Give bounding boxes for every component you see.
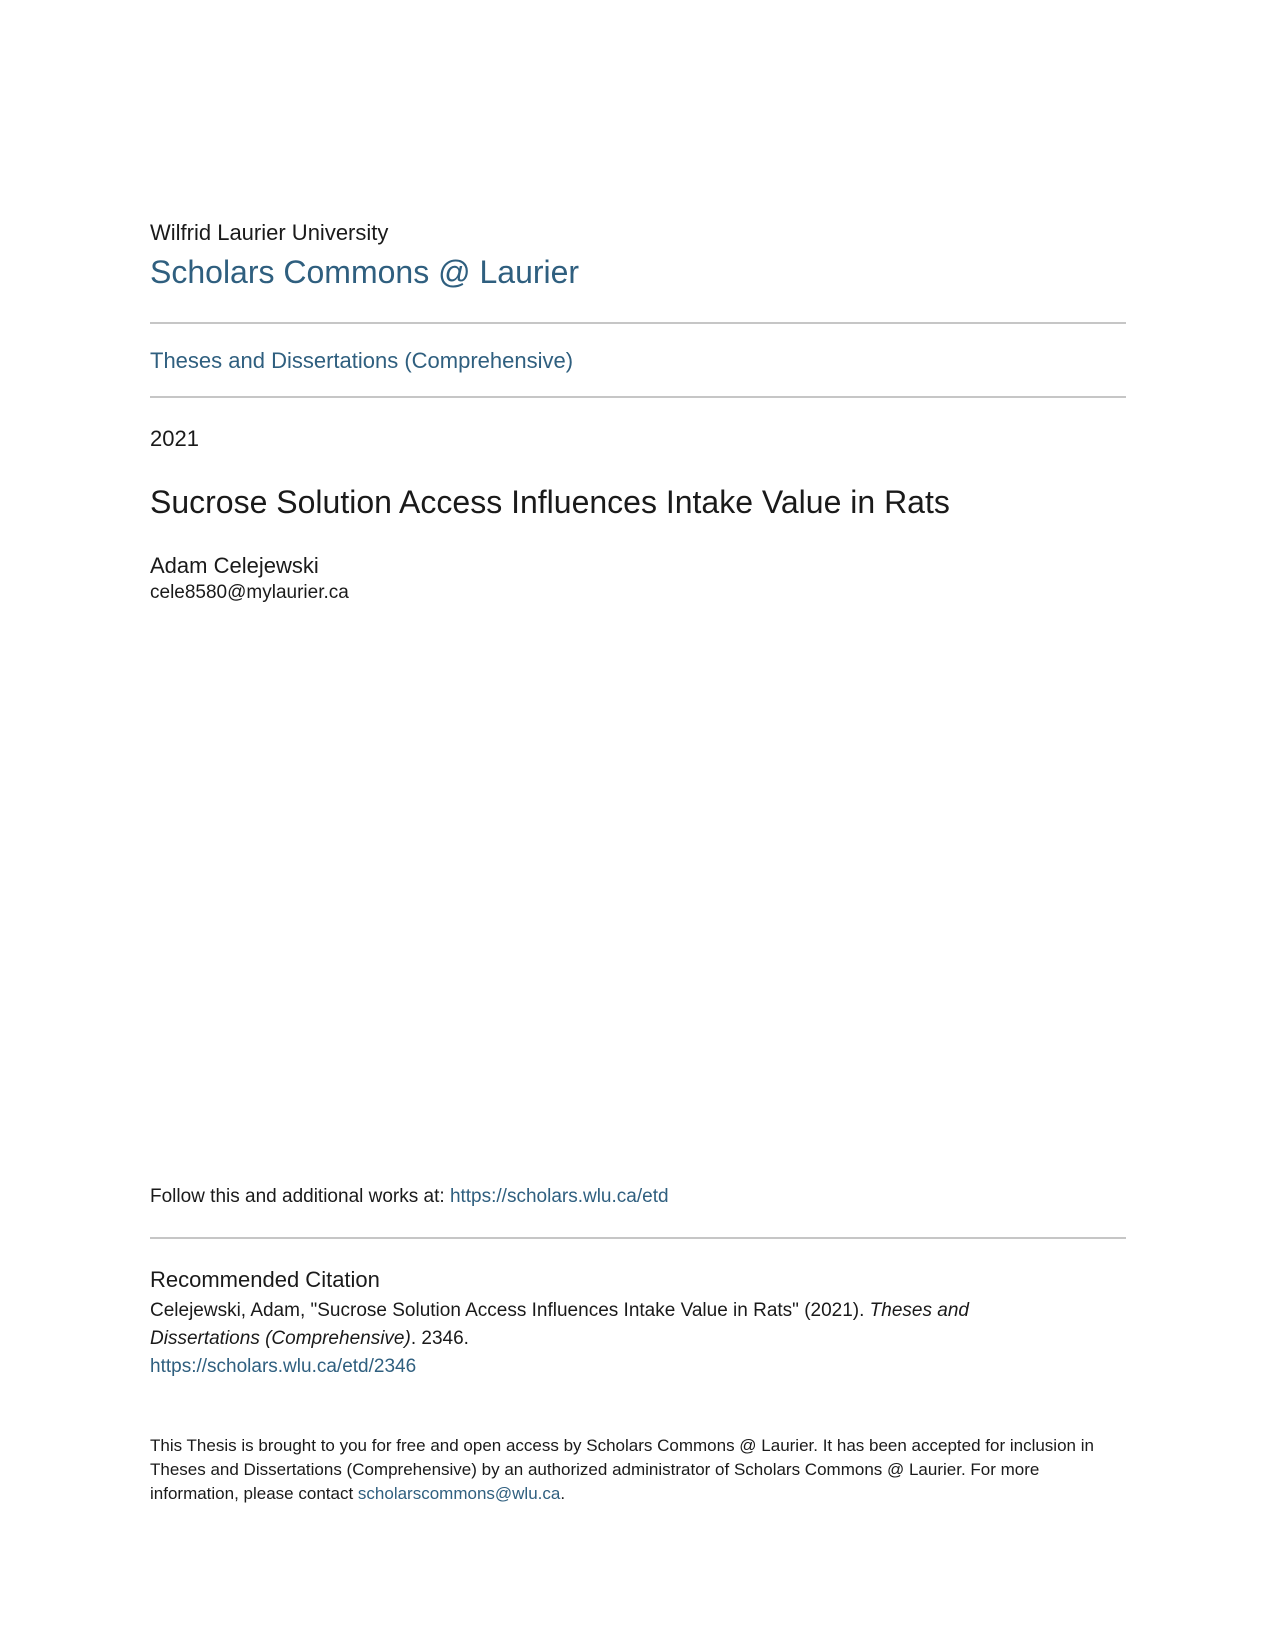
repository-link[interactable]: Scholars Commons @ Laurier [150,254,580,290]
follow-text: Follow this and additional works at: [150,1186,450,1207]
divider [150,322,1126,324]
cover-page [150,0,1126,1650]
divider [150,1237,1126,1239]
citation-number: . 2346. [410,1328,469,1349]
citation-heading: Recommended Citation [150,1267,380,1292]
citation-block [150,1297,1050,1381]
notice-end: . [560,1484,566,1503]
author-email: cele8580@mylaurier.ca [150,582,349,603]
institution-name: Wilfrid Laurier University [150,220,389,245]
access-notice [150,1434,1110,1506]
author-name: Adam Celejewski [150,553,319,578]
contact-email-link[interactable]: scholarscommons@wlu.ca [357,1484,561,1503]
publication-year: 2021 [150,426,199,451]
follow-line [150,1186,669,1208]
notice-text: This Thesis is brought to you for free and open access by Scholars Commons @ Laurier. It has been accepted for inclusion in Theses and Dissertations (Comprehensive) by an authorized administrator of Scholars Commons @ Laurier. For more information, please contact [150,1436,1094,1503]
citation-text: Celejewski, Adam, "Sucrose Solution Access Influences Intake Value in Rats" (2021). [150,1300,870,1321]
citation-series: Theses and Dissertations (Comprehensive) [150,1300,969,1349]
collection-link[interactable]: Theses and Dissertations (Comprehensive) [150,348,574,373]
document-title: Sucrose Solution Access Influences Intake Value in Rats [150,484,950,520]
divider [150,396,1126,398]
follow-link[interactable]: https://scholars.wlu.ca/etd [449,1186,669,1207]
citation-link[interactable]: https://scholars.wlu.ca/etd/2346 [150,1356,417,1377]
